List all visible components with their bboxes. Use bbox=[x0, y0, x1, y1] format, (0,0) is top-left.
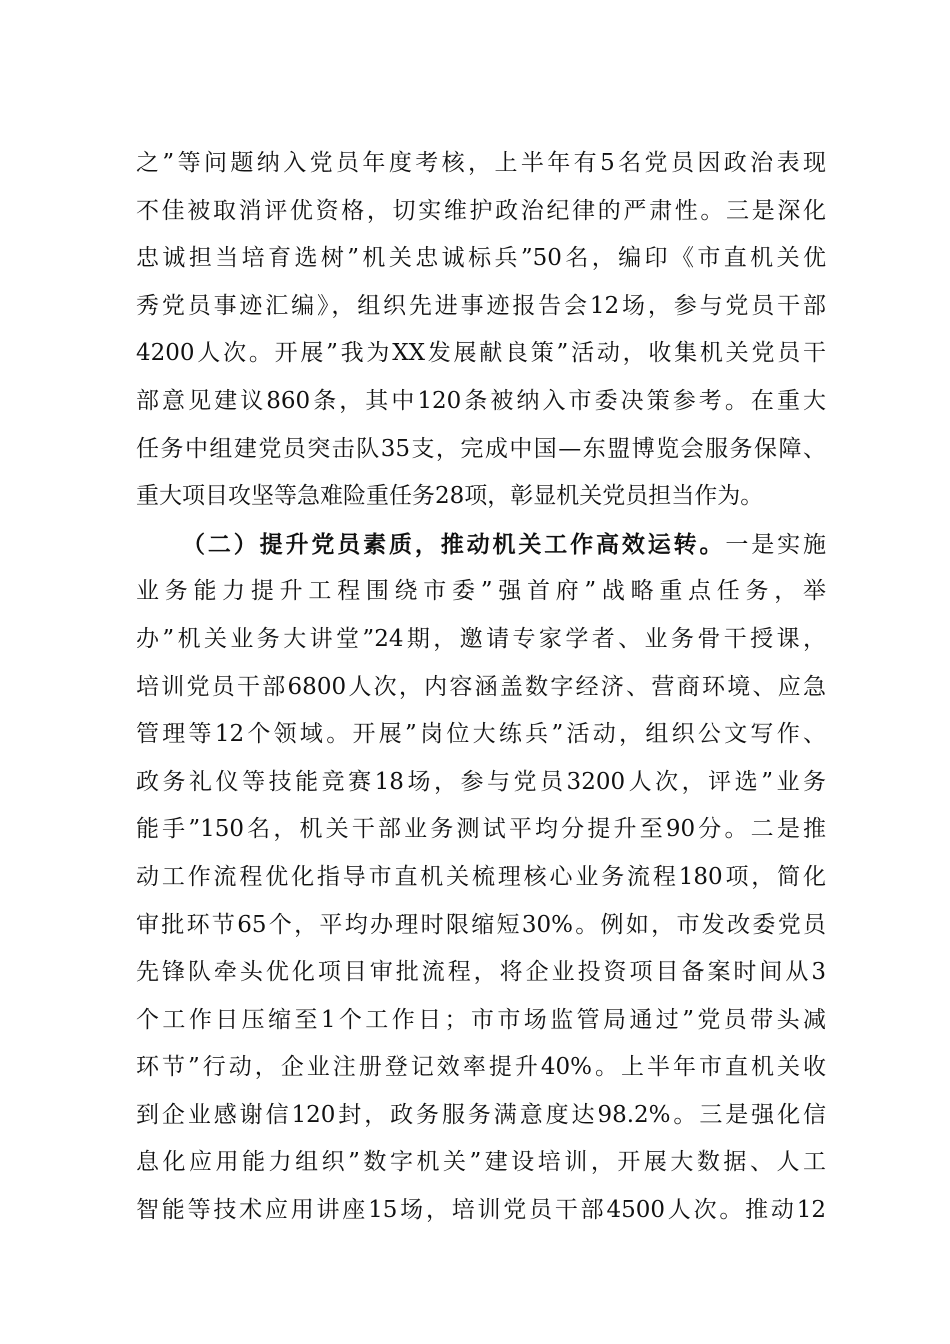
text-line: 4200人次。开展”我为XX发展献良策”活动，收集机关党员干 bbox=[136, 340, 826, 367]
section-heading-line bbox=[136, 521, 826, 569]
text-line: 之”等问题纳入党员年度考核，上半年有5名党员因政治表现 bbox=[136, 150, 826, 176]
text-line: 不佳被取消评优资格，切实维护政治纪律的严肃性。三是深化 bbox=[136, 197, 826, 224]
text-run: 一是实施 bbox=[725, 531, 826, 558]
text-line: 个工作日压缩至1个工作日；市市场监管局通过”党员带头减 bbox=[136, 1006, 826, 1033]
text-line: 培训党员干部6800人次，内容涵盖数字经济、营商环境、应急 bbox=[136, 673, 826, 700]
text-line: 秀党员事迹汇编》，组织先进事迹报告会12场，参与党员干部 bbox=[136, 292, 826, 319]
body-text bbox=[136, 140, 826, 1235]
text-line: 到企业感谢信120封，政务服务满意度达98.2%。三是强化信 bbox=[136, 1101, 826, 1128]
text-line: 能手”150名，机关干部业务测试平均分提升至90分。二是推 bbox=[136, 816, 826, 843]
text-line: 重大项目攻坚等急难险重任务28项，彰显机关党员担当作为。 bbox=[136, 483, 764, 510]
text-line: 部意见建议860条，其中120条被纳入市委决策参考。在重大 bbox=[136, 387, 826, 414]
text-line: 审批环节65个，平均办理时限缩短30%。例如，市发改委党员 bbox=[136, 911, 826, 938]
text-line: 办”机关业务大讲堂”24期，邀请专家学者、业务骨干授课， bbox=[136, 625, 826, 652]
text-line: 业务能力提升工程围绕市委”强首府”战略重点任务，举 bbox=[136, 578, 826, 605]
text-line: 环节”行动，企业注册登记效率提升40%。上半年市直机关收 bbox=[136, 1054, 826, 1081]
text-line: 动工作流程优化指导市直机关梳理核心业务流程180项，简化 bbox=[136, 863, 826, 890]
text-line: 政务礼仪等技能竞赛18场，参与党员3200人次，评选”业务 bbox=[136, 768, 826, 795]
text-line: 管理等12个领域。开展”岗位大练兵”活动，组织公文写作、 bbox=[136, 721, 826, 748]
text-line: 忠诚担当培育选树”机关忠诚标兵”50名，编印《市直机关优 bbox=[136, 245, 826, 272]
text-line: 任务中组建党员突击队35支，完成中国—东盟博览会服务保障、 bbox=[136, 435, 826, 462]
text-line: 先锋队牵头优化项目审批流程，将企业投资项目备案时间从3 bbox=[136, 959, 826, 986]
text-line: 息化应用能力组织”数字机关”建设培训，开展大数据、人工 bbox=[136, 1149, 826, 1176]
section-heading: （二）提升党员素质，推动机关工作高效运转。 bbox=[182, 530, 726, 558]
text-line: 智能等技术应用讲座15场，培训党员干部4500人次。推动12 bbox=[136, 1197, 826, 1224]
